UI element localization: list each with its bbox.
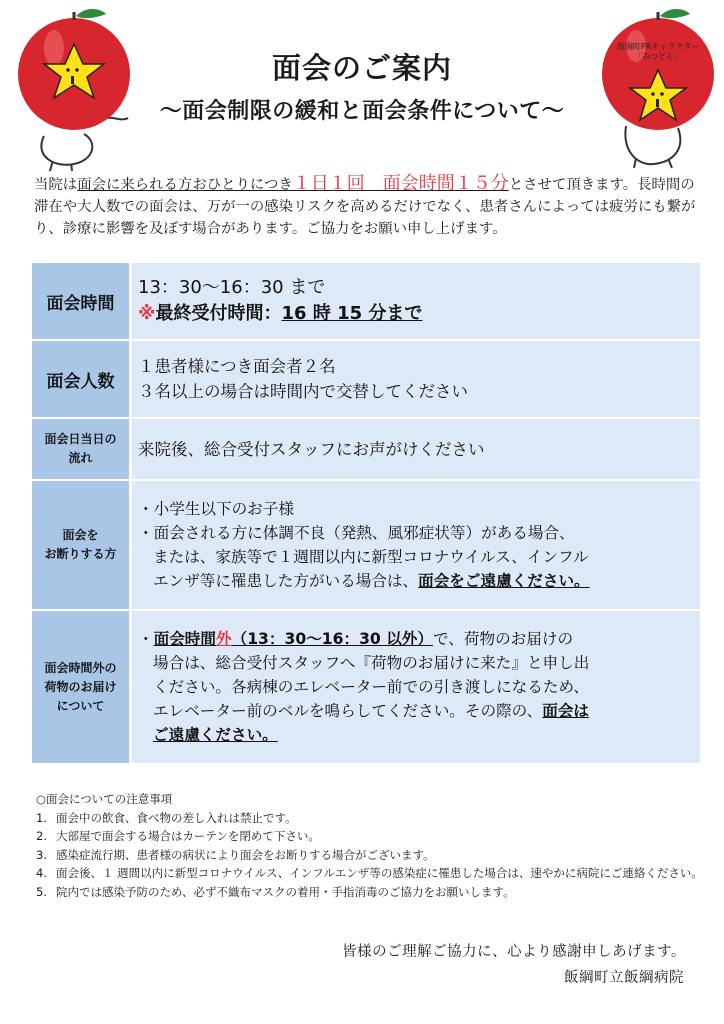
refusal-emphasis: 面会をご遠慮ください。 (418, 572, 590, 590)
thanks-message: 皆様のご理解ご協力に、心より感謝申しあげます。 (342, 944, 686, 960)
list-item: 5. 院内では感染予防のため、必ず不織布マスクの着用・手指消毒のご協力をお願いします。 (36, 884, 515, 899)
mascot-caption-line1: 飯綱町PRキャラクター (616, 42, 700, 51)
label-refusal-line2: お断りする方 (44, 547, 117, 561)
visiting-hours-time: 13：30～16：30 まで (138, 277, 326, 298)
list-item: 3. 感染症流行期、患者様の病状により面会をお断りする場合がございます。 (36, 847, 435, 862)
delivery-hours-range: （13：30～16：30 以外） (231, 630, 433, 648)
flow-content (132, 419, 700, 479)
intro-text-2: 面会に来られる方おひとりにつき (77, 177, 293, 193)
label-refusal (32, 481, 129, 609)
delivery-line2: 場合は、総合受付スタッフへ『荷物のお届けに来た』と申し出 (153, 654, 590, 672)
visitor-count-line1: １患者様につき面会者２名 (138, 357, 336, 376)
label-delivery-line2: 荷物のお届け (44, 679, 117, 694)
flow-text: 来院後、総合受付スタッフにお声がけください (138, 439, 485, 459)
table-row-delivery (32, 611, 700, 763)
intro-text-3: とさせて頂きます。長時間の滞在や大人数での面会は、万が一の感染リスクを高めるだけでなく、患者さんによっては疲労にも繋がり、診療に影響を及ぼす場合があります。ご協力をお願い申し上げます。 (34, 177, 696, 237)
notes-heading: ○面会についての注意事項 (36, 792, 173, 806)
delivery-hours-label: 面会時間 (153, 630, 216, 648)
note-mark: ※ (138, 303, 156, 324)
last-reception-label: 最終受付時間： (155, 303, 282, 324)
intro-text-1: 当院は (34, 177, 78, 193)
table-row-flow (32, 419, 700, 479)
refusal-content (132, 481, 700, 609)
label-flow-line1: 面会日当日の (44, 432, 117, 446)
visiting-hours-content (132, 263, 700, 339)
delivery-outside-mark: 外 (216, 630, 232, 648)
refusal-item-2-line1: ・面会される方に体調不良（発熱、風邪症状等）がある場合、 (138, 524, 575, 542)
refusal-item-1: ・小学生以下のお子様 (138, 500, 294, 518)
table-row-visitor-count (32, 341, 700, 417)
hospital-name: 飯綱町立飯綱病院 (564, 970, 684, 986)
label-delivery (32, 611, 129, 763)
refusal-item-2-line3: エンザ等に罹患した方がいる場合は、 (153, 572, 419, 590)
refusal-item-2-line2: または、家族等で１週間以内に新型コロナウイルス、インフル (153, 548, 589, 566)
last-reception-time: 16 時 15 分まで (281, 303, 423, 324)
delivery-bullet: ・ (138, 630, 154, 648)
table-row-visiting-hours (32, 263, 700, 339)
label-visiting-hours: 面会時間 (32, 263, 129, 339)
label-visitor-count: 面会人数 (32, 341, 129, 417)
mascot-caption-line2: 「みつどん」 (634, 52, 682, 61)
list-item: 2. 大部屋で面会する場合はカーテンを閉めて下さい。 (36, 829, 320, 843)
page-title: 面会のご案内 (271, 51, 452, 85)
label-flow-line2: 流れ (68, 451, 93, 465)
visitor-count-line2: ３名以上の場合は時間内で交替してください (138, 382, 468, 401)
delivery-line4: エレベーター前のベルを鳴らしてください。その際の、 (153, 702, 543, 720)
label-flow (32, 419, 129, 479)
delivery-line3: ください。各病棟のエレベーター前での引き渡しになるため、 (153, 678, 590, 696)
apple-mascot-right-image (596, 8, 714, 170)
intro-paragraph (34, 173, 702, 240)
page-subtitle: ～面会制限の緩和と面会条件について～ (159, 99, 565, 124)
label-delivery-line3: について (56, 698, 105, 713)
visitor-count-content (132, 341, 700, 417)
notes-section (36, 790, 706, 901)
list-item: 1. 面会中の飲食、食べ物の差し入れは禁止です。 (36, 810, 297, 825)
delivery-emphasis-2: ご遠慮ください。 (153, 726, 278, 744)
delivery-emphasis-1: 面会は (542, 702, 590, 720)
label-delivery-line1: 面会時間外の (44, 660, 117, 675)
apple-mascot-left-image (14, 6, 132, 172)
intro-highlight: １日１回 面会時間１５分 (292, 173, 509, 194)
list-item: 4. 面会後、１ 週間以内に新型コロナウイルス、インフルエンザ等の感染症に罹患した場合は、速やかに病院にご連絡ください。 (36, 866, 703, 880)
table-row-refusal (32, 481, 700, 609)
delivery-content (132, 611, 700, 763)
delivery-line1-rest: で、荷物のお届けの (433, 630, 574, 648)
visiting-info-table (32, 263, 700, 763)
label-refusal-line1: 面会を (62, 528, 99, 542)
